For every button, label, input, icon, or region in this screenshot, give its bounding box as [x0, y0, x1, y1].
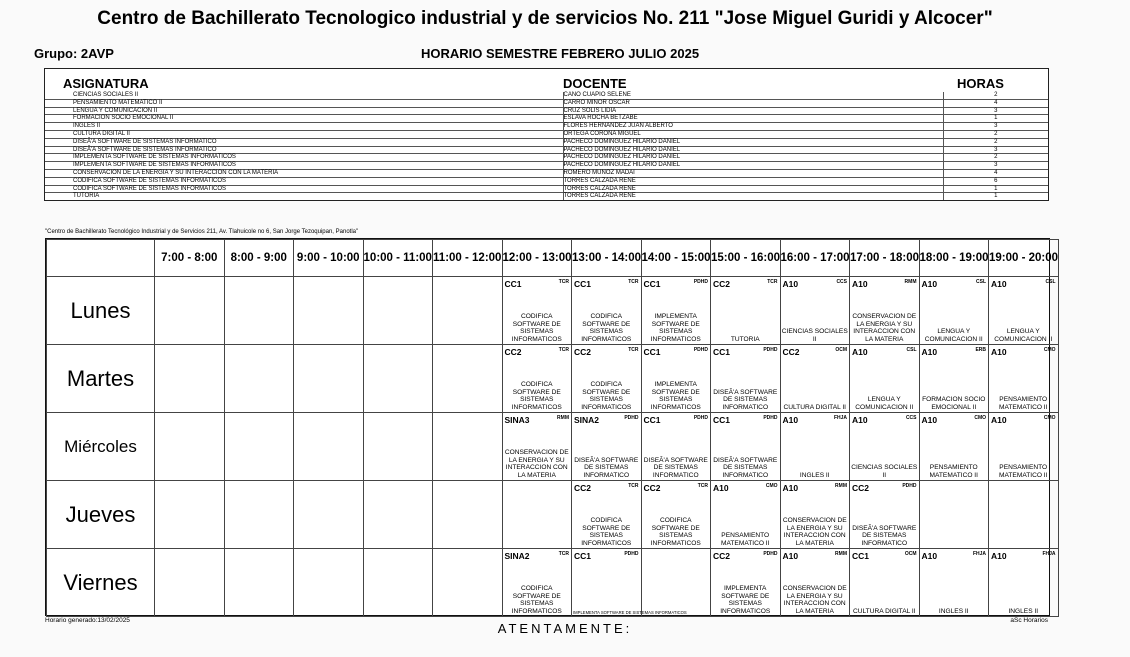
day-name: Lunes — [47, 277, 155, 345]
class-subject: IMPLEMENTA SOFTWARE DE SISTEMAS INFORMATICOS — [650, 313, 701, 343]
class-cell — [711, 277, 781, 345]
empty-cell — [363, 413, 433, 481]
class-subject: FORMACION SOCIO EMOCIONAL II — [922, 396, 986, 411]
empty-cell — [919, 481, 989, 549]
time-slot-header: 15:00 - 16:00 — [711, 240, 781, 277]
class-subject: PENSAMIENTO MATEMATICO II — [721, 532, 770, 547]
day-name: Miércoles — [47, 413, 155, 481]
teacher-tag: CMO — [1043, 347, 1056, 353]
subject-row — [45, 138, 1048, 146]
schedule-grid — [45, 238, 1059, 616]
signature-label: ATENTAMENTE: — [497, 621, 633, 636]
classroom-code: A10 — [852, 415, 868, 425]
header-docente: DOCENTE — [563, 76, 627, 91]
class-subject: CONSERVACION DE LA ENERGIA Y SU INTERACCION CON LA MATERIA — [782, 585, 847, 615]
class-cell — [850, 345, 920, 413]
subject-name: FORMACION SOCIO EMOCIONAL II — [45, 115, 563, 123]
teacher-tag: CSL — [1045, 279, 1056, 285]
class-cell — [989, 549, 1059, 617]
teacher-tag: PDHD — [763, 347, 778, 353]
subject-name: PENSAMIENTO MATEMATICO II — [45, 99, 563, 107]
subject-name: CIENCIAS SOCIALES II — [45, 92, 563, 99]
teacher-tag: FHJA — [972, 551, 986, 557]
empty-cell — [294, 277, 364, 345]
class-cell — [780, 277, 850, 345]
class-subject: CULTURA DIGITAL II — [783, 403, 847, 411]
class-subject: PENSAMIENTO MATEMATICO II — [999, 464, 1048, 479]
subject-name: INGLES II — [45, 123, 563, 131]
class-subject: TUTORIA — [730, 335, 760, 343]
subject-name: DISEÃ'A SOFTWARE DE SISTEMAS INFORMATICO — [45, 138, 563, 146]
day-row — [47, 549, 1059, 617]
class-cell — [780, 481, 850, 549]
subject-row — [45, 123, 1048, 131]
subject-name: DISEÃ'A SOFTWARE DE SISTEMAS INFORMATICO — [45, 146, 563, 154]
empty-cell — [989, 481, 1059, 549]
class-subject: CULTURA DIGITAL II — [852, 607, 916, 615]
classroom-code: A10 — [991, 279, 1007, 289]
subject-row — [45, 146, 1048, 154]
class-subject: CODIFICA SOFTWARE DE SISTEMAS INFORMATICOS — [650, 517, 701, 547]
classroom-code: CC2 — [713, 551, 731, 561]
subject-name: CONSERVACION DE LA ENERGIA Y SU INTERACCION CON LA MATERIA — [45, 169, 563, 177]
teacher-tag: CMO — [974, 415, 986, 421]
class-subject: CODIFICA SOFTWARE DE SISTEMAS INFORMATICOS — [581, 517, 632, 547]
generated-date: Horario generado:13/02/2025 — [45, 617, 130, 624]
teacher-tag: CMO — [765, 483, 778, 489]
teacher-tag: FHJA — [833, 415, 847, 421]
subject-row — [45, 107, 1048, 115]
class-cell — [502, 413, 572, 481]
class-subject: DISEÃ'A SOFTWARE DE SISTEMAS INFORMATICO — [713, 456, 778, 479]
classroom-code: CC2 — [574, 347, 592, 357]
empty-cell — [155, 481, 225, 549]
class-cell — [572, 481, 642, 549]
teacher-tag: RMM — [904, 279, 917, 285]
class-cell — [850, 277, 920, 345]
teacher-tag: PDHD — [693, 347, 708, 353]
classroom-code: CC1 — [643, 279, 661, 289]
teacher-name: CRUZ SOLIS LIDIA — [563, 107, 943, 115]
classroom-code: A10 — [782, 279, 799, 289]
class-subject: DISEÃ'A SOFTWARE DE SISTEMAS INFORMATICO — [852, 524, 917, 547]
class-cell — [780, 345, 850, 413]
classroom-code: CC2 — [782, 347, 800, 357]
time-slot-header: 11:00 - 12:00 — [433, 240, 503, 277]
subject-name: CULTURA DIGITAL II — [45, 130, 563, 138]
teacher-name: PACHECO DOMINGUEZ HILARIO DANIEL — [563, 154, 943, 162]
time-slot-header: 14:00 - 15:00 — [641, 240, 711, 277]
subject-name: CODIFICA SOFTWARE DE SISTEMAS INFORMATICOS — [45, 185, 563, 193]
day-name: Viernes — [47, 549, 155, 617]
class-cell — [989, 345, 1059, 413]
classroom-code: A10 — [782, 483, 799, 493]
teacher-tag: CSL — [906, 347, 917, 353]
subject-hours: 3 — [943, 107, 1048, 115]
class-subject: CODIFICA SOFTWARE DE SISTEMAS INFORMATICOS — [511, 585, 562, 615]
subject-hours: 1 — [943, 193, 1048, 200]
teacher-tag: TCR — [628, 279, 639, 285]
time-slot-header: 19:00 - 20:00 — [989, 240, 1059, 277]
classroom-code: CC1 — [643, 415, 661, 425]
classroom-code: SINA2 — [574, 415, 600, 425]
subject-hours: 3 — [943, 123, 1048, 131]
time-slot-header: 10:00 - 11:00 — [363, 240, 433, 277]
class-cell — [850, 481, 920, 549]
class-cell — [711, 413, 781, 481]
time-slot-header: 13:00 - 14:00 — [572, 240, 642, 277]
class-cell — [989, 413, 1059, 481]
class-cell — [919, 549, 989, 617]
teacher-tag: PDHD — [624, 551, 639, 557]
class-cell — [989, 277, 1059, 345]
class-subject: DISEÃ'A SOFTWARE DE SISTEMAS INFORMATICO — [643, 456, 708, 479]
teacher-tag: FHJA — [1042, 551, 1056, 557]
teacher-name: ESLAVA ROCHA BETZABE — [563, 115, 943, 123]
class-subject: DISEÃ'A SOFTWARE DE SISTEMAS INFORMATICO — [574, 456, 639, 479]
teacher-name: FLORES HERNANDEZ JUAN ALBERTO — [563, 123, 943, 131]
teacher-name: ORTEGA CORONA MIGUEL — [563, 130, 943, 138]
class-cell — [850, 413, 920, 481]
teacher-tag: RMM — [557, 415, 569, 421]
classroom-code: CC1 — [713, 415, 731, 425]
class-subject: PENSAMIENTO MATEMATICO II — [929, 464, 978, 479]
empty-cell — [433, 413, 503, 481]
class-cell — [641, 481, 711, 549]
class-subject: PENSAMIENTO MATEMATICO II — [999, 396, 1048, 411]
class-subject: IMPLEMENTA SOFTWARE DE SISTEMAS INFORMATICOS — [720, 585, 771, 615]
subject-name: IMPLEMENTA SOFTWARE DE SISTEMAS INFORMATICOS — [45, 162, 563, 170]
class-cell — [919, 345, 989, 413]
class-cell — [572, 345, 642, 413]
empty-cell — [363, 277, 433, 345]
classroom-code: A10 — [782, 551, 799, 561]
class-cell — [502, 277, 572, 345]
empty-cell — [641, 549, 711, 617]
classroom-code: CC1 — [504, 279, 522, 289]
classroom-code: CC1 — [643, 347, 661, 357]
class-subject: IMPLEMENTA SOFTWARE DE SISTEMAS INFORMATICOS — [650, 381, 701, 411]
subject-row — [45, 92, 1048, 99]
teacher-tag: TCR — [558, 279, 569, 285]
schedule-subtitle: HORARIO SEMESTRE FEBRERO JULIO 2025 — [420, 46, 700, 61]
classroom-code: CC2 — [852, 483, 870, 493]
classroom-code: SINA3 — [504, 415, 530, 425]
classroom-code: CC2 — [504, 347, 522, 357]
subject-row — [45, 177, 1048, 185]
classroom-code: A10 — [921, 551, 938, 561]
subject-row — [45, 130, 1048, 138]
class-subject: LENGUA Y COMUNICACION II — [924, 328, 983, 343]
class-cell — [641, 413, 711, 481]
classroom-code: A10 — [782, 415, 799, 425]
teacher-name: PACHECO DOMINGUEZ HILARIO DANIEL — [563, 138, 943, 146]
empty-cell — [502, 481, 572, 549]
classroom-code: A10 — [921, 279, 938, 289]
empty-cell — [433, 549, 503, 617]
teacher-tag: CMO — [1043, 415, 1056, 421]
teacher-tag: PDHD — [902, 483, 917, 489]
time-slot-header: 18:00 - 19:00 — [919, 240, 989, 277]
teacher-tag: TCR — [558, 347, 569, 353]
empty-cell — [155, 413, 225, 481]
empty-cell — [363, 345, 433, 413]
teacher-tag: TCR — [558, 551, 569, 557]
subject-hours: 4 — [943, 99, 1048, 107]
classroom-code: A10 — [991, 347, 1007, 357]
subject-hours: 1 — [943, 185, 1048, 193]
classroom-code: A10 — [991, 415, 1007, 425]
day-row — [47, 277, 1059, 345]
class-cell — [711, 481, 781, 549]
empty-cell — [294, 549, 364, 617]
subject-name: CODIFICA SOFTWARE DE SISTEMAS INFORMATICOS — [45, 177, 563, 185]
subject-name: IMPLEMENTA SOFTWARE DE SISTEMAS INFORMATICOS — [45, 154, 563, 162]
class-cell — [850, 549, 920, 617]
subject-row — [45, 169, 1048, 177]
subject-name: TUTORIA — [73, 193, 100, 200]
subject-row — [45, 115, 1048, 123]
school-address-caption: "Centro de Bachillerato Tecnológico Industrial y de Servicios 211, Av. Tlahuicole no 6, San Jorge Tezoquipan, Panotla" — [45, 229, 359, 235]
class-cell — [572, 413, 642, 481]
class-cell — [641, 345, 711, 413]
teacher-tag: ERB — [975, 347, 986, 353]
empty-cell — [433, 345, 503, 413]
class-cell — [919, 277, 989, 345]
class-cell — [711, 549, 781, 617]
subject-hours: 2 — [943, 138, 1048, 146]
class-cell — [572, 277, 642, 345]
class-subject: INGLES II — [938, 607, 969, 615]
class-cell — [780, 549, 850, 617]
class-cell — [572, 549, 687, 617]
empty-cell — [224, 413, 294, 481]
class-subject: LENGUA Y COMUNICACION II — [994, 328, 1053, 343]
subject-hours: 2 — [943, 154, 1048, 162]
day-row — [47, 345, 1059, 413]
teacher-tag: TCR — [697, 483, 708, 489]
empty-cell — [155, 345, 225, 413]
subject-row — [45, 193, 1048, 200]
teacher-name: CARRO MINOR OSCAR — [563, 99, 943, 107]
time-slot-header: 7:00 - 8:00 — [155, 240, 225, 277]
subject-hours: 4 — [943, 169, 1048, 177]
class-subject: CONSERVACION DE LA ENERGIA Y SU INTERACCION CON LA MATERIA — [782, 517, 847, 547]
classroom-code: CC1 — [713, 347, 731, 357]
class-subject: DISEÃ'A SOFTWARE DE SISTEMAS INFORMATICO — [713, 388, 778, 411]
class-subject: CONSERVACION DE LA ENERGIA Y SU INTERACCION CON LA MATERIA — [852, 313, 917, 343]
classroom-code: CC1 — [574, 279, 592, 289]
class-subject: CODIFICA SOFTWARE DE SISTEMAS INFORMATICOS — [581, 381, 632, 411]
day-row — [47, 481, 1059, 549]
classroom-code: CC1 — [574, 551, 592, 561]
classroom-code: CC2 — [713, 279, 731, 289]
classroom-code: A10 — [921, 415, 938, 425]
teacher-tag: PDHD — [624, 415, 639, 421]
teacher-tag: CSL — [976, 279, 986, 285]
day-name: Martes — [47, 345, 155, 413]
subject-hours: 3 — [943, 162, 1048, 170]
teacher-tag: OCM — [904, 551, 917, 557]
teacher-tag: PDHD — [763, 415, 778, 421]
classroom-code: CC2 — [574, 483, 592, 493]
subject-hours: 1 — [943, 115, 1048, 123]
time-slot-header: 9:00 - 10:00 — [294, 240, 364, 277]
classroom-code: SINA2 — [504, 551, 530, 561]
class-subject: CODIFICA SOFTWARE DE SISTEMAS INFORMATICOS — [511, 381, 562, 411]
teacher-name: PACHECO DOMINGUEZ HILARIO DANIEL — [563, 162, 943, 170]
class-cell — [641, 277, 711, 345]
subject-row — [45, 162, 1048, 170]
empty-cell — [294, 345, 364, 413]
subject-hours: 6 — [943, 177, 1048, 185]
subject-hours: 3 — [943, 146, 1048, 154]
class-subject: CIENCIAS SOCIALES II — [851, 464, 918, 479]
header-horas: HORAS — [957, 76, 1004, 91]
day-row — [47, 413, 1059, 481]
empty-cell — [224, 481, 294, 549]
day-name: Jueves — [47, 481, 155, 549]
subject-row — [45, 154, 1048, 162]
subject-row — [45, 99, 1048, 107]
teacher-tag: CCS — [836, 279, 847, 285]
empty-cell — [433, 277, 503, 345]
time-slot-header: 16:00 - 17:00 — [780, 240, 850, 277]
software-credit: aSc Horarios — [1010, 617, 1048, 624]
subject-row — [45, 185, 1048, 193]
empty-cell — [224, 277, 294, 345]
class-subject: LENGUA Y COMUNICACION II — [855, 396, 914, 411]
teacher-tag: PDHD — [693, 279, 708, 285]
teacher-tag: TCR — [628, 483, 639, 489]
class-subject: INGLES II — [1008, 607, 1039, 615]
teacher-name: TORRES CALZADA RENE — [563, 193, 943, 200]
classroom-code: A10 — [991, 551, 1007, 561]
class-subject: CIENCIAS SOCIALES II — [781, 328, 848, 343]
teacher-tag: TCR — [767, 279, 778, 285]
class-subject: INGLES II — [799, 471, 830, 479]
classroom-code: A10 — [713, 483, 729, 493]
empty-cell — [155, 549, 225, 617]
classroom-code: A10 — [852, 347, 868, 357]
document-title: Centro de Bachillerato Tecnologico industrial y de servicios No. 211 "Jose Miguel Guridi y Alcocer" — [97, 8, 993, 29]
teacher-tag: RMM — [835, 551, 847, 557]
subject-hours: 2 — [943, 92, 1048, 99]
teacher-name: PACHECO DOMINGUEZ HILARIO DANIEL — [563, 146, 943, 154]
class-subject: CONSERVACION DE LA ENERGIA Y SU INTERACCION CON LA MATERIA — [504, 449, 569, 479]
teacher-name: TORRES CALZADA RENE — [563, 185, 943, 193]
teacher-tag: TCR — [628, 347, 639, 353]
classroom-code: CC1 — [852, 551, 870, 561]
empty-cell — [224, 549, 294, 617]
teacher-name: TORRES CALZADA RENE — [563, 177, 943, 185]
teacher-tag: PDHD — [763, 551, 778, 557]
empty-cell — [363, 549, 433, 617]
empty-cell — [294, 413, 364, 481]
class-cell — [780, 413, 850, 481]
subject-hours: 2 — [943, 130, 1048, 138]
teacher-tag: OCM — [835, 347, 847, 353]
teacher-tag: PDHD — [693, 415, 708, 421]
empty-cell — [294, 481, 364, 549]
time-slot-header: 8:00 - 9:00 — [224, 240, 294, 277]
empty-cell — [155, 277, 225, 345]
teacher-tag: CCS — [905, 415, 917, 421]
grid-corner — [47, 240, 155, 277]
classroom-code: A10 — [921, 347, 938, 357]
class-subject: CODIFICA SOFTWARE DE SISTEMAS INFORMATICOS — [511, 313, 562, 343]
empty-cell — [363, 481, 433, 549]
subjects-table — [44, 68, 1049, 201]
classroom-code: CC2 — [643, 483, 661, 493]
time-slot-header: 12:00 - 13:00 — [502, 240, 572, 277]
classroom-code: A10 — [852, 279, 868, 289]
class-cell — [502, 345, 572, 413]
class-subject: CODIFICA SOFTWARE DE SISTEMAS INFORMATICOS — [581, 313, 632, 343]
class-cell — [919, 413, 989, 481]
header-asignatura: ASIGNATURA — [63, 76, 149, 91]
subject-name: LENGUA Y COMUNICACION II — [45, 107, 563, 115]
teacher-name: CANO CUAPIO SELENE — [563, 92, 943, 99]
class-cell — [711, 345, 781, 413]
teacher-name: ROMERO MUNOZ MADAI — [563, 169, 943, 177]
empty-cell — [224, 345, 294, 413]
class-subject: IMPLEMENTA SOFTWARE DE SISTEMAS INFORMATICOS — [573, 610, 687, 615]
teacher-tag: RMM — [835, 483, 847, 489]
class-cell — [502, 549, 572, 617]
empty-cell — [433, 481, 503, 549]
time-slot-header: 17:00 - 18:00 — [850, 240, 920, 277]
group-label: Grupo: 2AVP — [34, 46, 114, 61]
